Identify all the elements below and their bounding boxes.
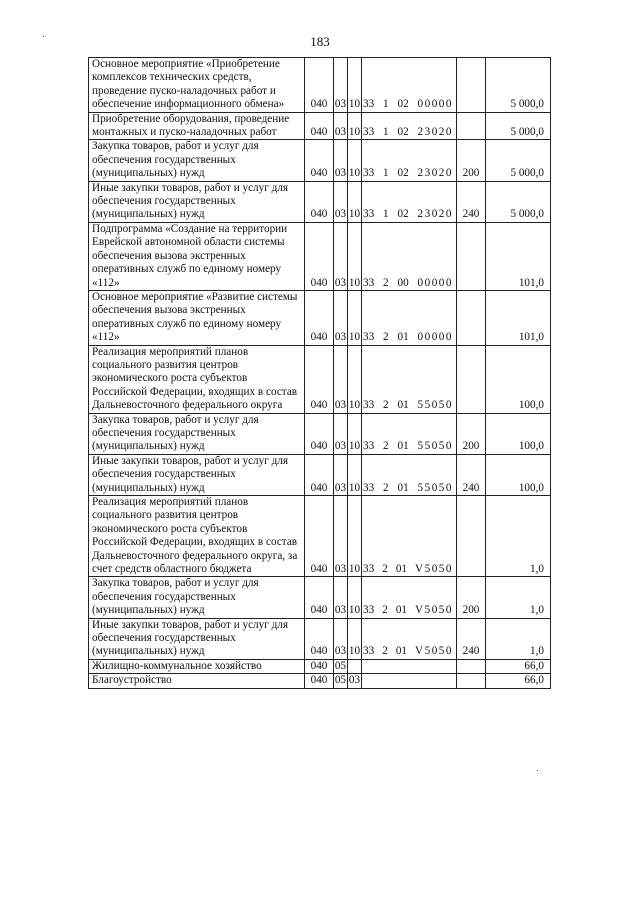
target-article-code (362, 577, 457, 618)
expense-type-code (457, 112, 486, 140)
ved-code: 040 (305, 345, 334, 413)
table-row (89, 577, 551, 618)
csr-event: 01 (395, 563, 407, 576)
csr-event: 01 (397, 399, 409, 412)
row-name: Иные закупки товаров, работ и услуг для обеспечения государственных (муниципальных) нужд (89, 618, 305, 659)
row-name: Основное мероприятие «Приобретение комплексов технических средств, проведение пуско-наладочных работ и обеспечение информационного обмена» (89, 58, 305, 113)
csr-program: 33 (363, 98, 375, 111)
section-code: 03 (334, 290, 348, 345)
subsection-code: 10 (348, 618, 362, 659)
csr-subprogram: 1 (383, 208, 389, 221)
csr-direction: 23020 (417, 167, 453, 180)
ved-code: 040 (305, 112, 334, 140)
csr-program: 33 (363, 563, 375, 576)
row-name: Иные закупки товаров, работ и услуг для обеспечения государственных (муниципальных) нужд (89, 181, 305, 222)
amount: 5 000,0 (486, 181, 551, 222)
amount: 100,0 (486, 413, 551, 454)
amount: 5 000,0 (486, 58, 551, 113)
subsection-code: 03 (348, 674, 361, 687)
csr-program: 33 (363, 645, 375, 658)
table-row (89, 659, 551, 673)
subsection-code: 10 (348, 181, 362, 222)
ved-code: 040 (305, 58, 334, 113)
csr-program: 33 (363, 399, 375, 412)
csr-program: 33 (363, 440, 375, 453)
csr-subprogram: 2 (383, 331, 389, 344)
table-row (89, 140, 551, 181)
csr-program: 33 (363, 167, 375, 180)
csr-direction: 55050 (417, 481, 453, 494)
subsection-code: 10 (348, 58, 362, 113)
csr-event: 01 (397, 481, 409, 494)
row-name: Иные закупки товаров, работ и услуг для обеспечения государственных (муниципальных) нужд (89, 454, 305, 495)
csr-event: 00 (397, 276, 409, 289)
csr-direction: 55050 (417, 399, 453, 412)
section-code: 03 (334, 140, 348, 181)
table-row (89, 496, 551, 577)
csr-direction: 00000 (417, 276, 453, 289)
csr-subprogram: 2 (383, 481, 389, 494)
csr-direction: V5050 (415, 645, 453, 658)
table-row (89, 222, 551, 290)
target-article-code (362, 181, 457, 222)
expense-type-code (457, 674, 486, 688)
scan-speck (43, 36, 44, 37)
section-code: 03 (334, 577, 348, 618)
target-article-code (362, 618, 457, 659)
amount: 101,0 (486, 222, 551, 290)
subsection-code: 10 (348, 140, 362, 181)
csr-subprogram: 1 (383, 98, 389, 111)
csr-event: 01 (395, 645, 407, 658)
section-code: 03 (334, 454, 348, 495)
expense-type-code (457, 222, 486, 290)
scan-speck (537, 770, 538, 771)
row-name: Благоустройство (89, 674, 305, 688)
section-code: 03 (334, 345, 348, 413)
csr-subprogram: 2 (383, 276, 389, 289)
csr-subprogram: 2 (382, 645, 388, 658)
csr-subprogram: 2 (382, 563, 388, 576)
csr-event: 02 (397, 208, 409, 221)
target-article-code (362, 496, 457, 577)
ved-code: 040 (305, 618, 334, 659)
expense-type-code (457, 345, 486, 413)
table-row (89, 290, 551, 345)
section-code: 05 (334, 674, 347, 687)
csr-direction: 00000 (417, 331, 453, 344)
table-row (89, 181, 551, 222)
expense-type-code: 200 (457, 140, 486, 181)
amount: 100,0 (486, 345, 551, 413)
ved-code: 040 (305, 454, 334, 495)
csr-event: 01 (397, 331, 409, 344)
csr-program: 33 (363, 126, 375, 139)
ved-code: 040 (305, 674, 334, 688)
target-article-code (362, 58, 457, 113)
section-code: 03 (334, 112, 348, 140)
csr-program: 33 (363, 276, 375, 289)
ved-code: 040 (305, 290, 334, 345)
csr-subprogram: 2 (383, 399, 389, 412)
ved-code: 040 (305, 659, 334, 673)
target-article-code (362, 659, 457, 673)
ved-code: 040 (305, 181, 334, 222)
expense-type-code: 200 (457, 413, 486, 454)
expense-type-code: 200 (457, 577, 486, 618)
ved-code: 040 (305, 222, 334, 290)
section-code: 03 (334, 618, 348, 659)
table-row (89, 674, 551, 688)
budget-table (88, 57, 551, 689)
target-article-code (362, 140, 457, 181)
amount: 66,0 (486, 674, 551, 688)
amount: 100,0 (486, 454, 551, 495)
page-number: 183 (310, 34, 330, 49)
csr-subprogram: 1 (383, 167, 389, 180)
csr-direction: V5050 (415, 563, 453, 576)
csr-program: 33 (363, 331, 375, 344)
ved-code: 040 (305, 413, 334, 454)
expense-type-code: 240 (457, 618, 486, 659)
expense-type-code (457, 659, 486, 673)
target-article-code (362, 413, 457, 454)
row-name: Приобретение оборудования, проведение монтажных и пуско-наладочных работ (89, 112, 305, 140)
csr-program: 33 (363, 481, 375, 494)
table-row (89, 112, 551, 140)
amount: 5 000,0 (486, 140, 551, 181)
csr-event: 02 (397, 126, 409, 139)
amount: 1,0 (486, 618, 551, 659)
subsection-code: 10 (348, 496, 362, 577)
ved-code: 040 (305, 140, 334, 181)
csr-subprogram: 2 (383, 440, 389, 453)
subsection-code: 10 (348, 222, 362, 290)
subsection-code: 10 (348, 112, 362, 140)
table-row (89, 454, 551, 495)
section-code: 03 (334, 222, 348, 290)
csr-subprogram: 2 (382, 604, 388, 617)
row-name: Реализация мероприятий планов социального развития центров экономического роста субъектов Российской Федерации, входящих в состав Дальневосточного федерального округа (89, 345, 305, 413)
row-name: Закупка товаров, работ и услуг для обеспечения государственных (муниципальных) нужд (89, 413, 305, 454)
row-name: Жилищно-коммунальное хозяйство (89, 659, 305, 673)
csr-event: 02 (397, 167, 409, 180)
row-name: Закупка товаров, работ и услуг для обеспечения государственных (муниципальных) нужд (89, 577, 305, 618)
expense-type-code (457, 290, 486, 345)
csr-event: 01 (395, 604, 407, 617)
amount: 1,0 (486, 577, 551, 618)
section-code: 03 (334, 413, 348, 454)
target-article-code (362, 345, 457, 413)
csr-direction: V5050 (415, 604, 453, 617)
table-row (89, 618, 551, 659)
subsection-code: 10 (348, 454, 362, 495)
expense-type-code: 240 (457, 181, 486, 222)
section-code: 03 (334, 58, 348, 113)
row-name: Закупка товаров, работ и услуг для обеспечения государственных (муниципальных) нужд (89, 140, 305, 181)
csr-direction: 55050 (417, 440, 453, 453)
target-article-code (362, 222, 457, 290)
row-name: Основное мероприятие «Развитие системы обеспечения вызова экстренных оперативных служб по единому номеру «112» (89, 290, 305, 345)
csr-direction: 23020 (417, 126, 453, 139)
amount: 5 000,0 (486, 112, 551, 140)
csr-direction: 23020 (417, 208, 453, 221)
subsection-code: 10 (348, 290, 362, 345)
target-article-code (362, 454, 457, 495)
csr-direction: 00000 (417, 98, 453, 111)
csr-subprogram: 1 (383, 126, 389, 139)
section-code: 03 (334, 181, 348, 222)
expense-type-code: 240 (457, 454, 486, 495)
subsection-code: 10 (348, 413, 362, 454)
table-row (89, 58, 551, 113)
amount: 66,0 (486, 659, 551, 673)
expense-type-code (457, 496, 486, 577)
subsection-code: 10 (348, 577, 362, 618)
amount: 1,0 (486, 496, 551, 577)
csr-event: 02 (397, 98, 409, 111)
csr-program: 33 (363, 604, 375, 617)
row-name: Реализация мероприятий планов социального развития центров экономического роста субъектов Российской Федерации, входящих в состав Дальневосточного федерального округа, за счет средств областного бюджета (89, 496, 305, 577)
expense-type-code (457, 58, 486, 113)
csr-event: 01 (397, 440, 409, 453)
target-article-code (362, 290, 457, 345)
row-name: Подпрограмма «Создание на территории Еврейской автономной области системы обеспечения вызова экстренных оперативных служб по единому номеру «112» (89, 222, 305, 290)
table-row (89, 413, 551, 454)
target-article-code (362, 112, 457, 140)
ved-code: 040 (305, 496, 334, 577)
section-code: 05 (334, 659, 347, 672)
table-row (89, 345, 551, 413)
subsection-code (348, 659, 362, 673)
ved-code: 040 (305, 577, 334, 618)
target-article-code (362, 674, 457, 688)
subsection-code: 10 (348, 345, 362, 413)
section-code: 03 (334, 496, 348, 577)
csr-program: 33 (363, 208, 375, 221)
amount: 101,0 (486, 290, 551, 345)
